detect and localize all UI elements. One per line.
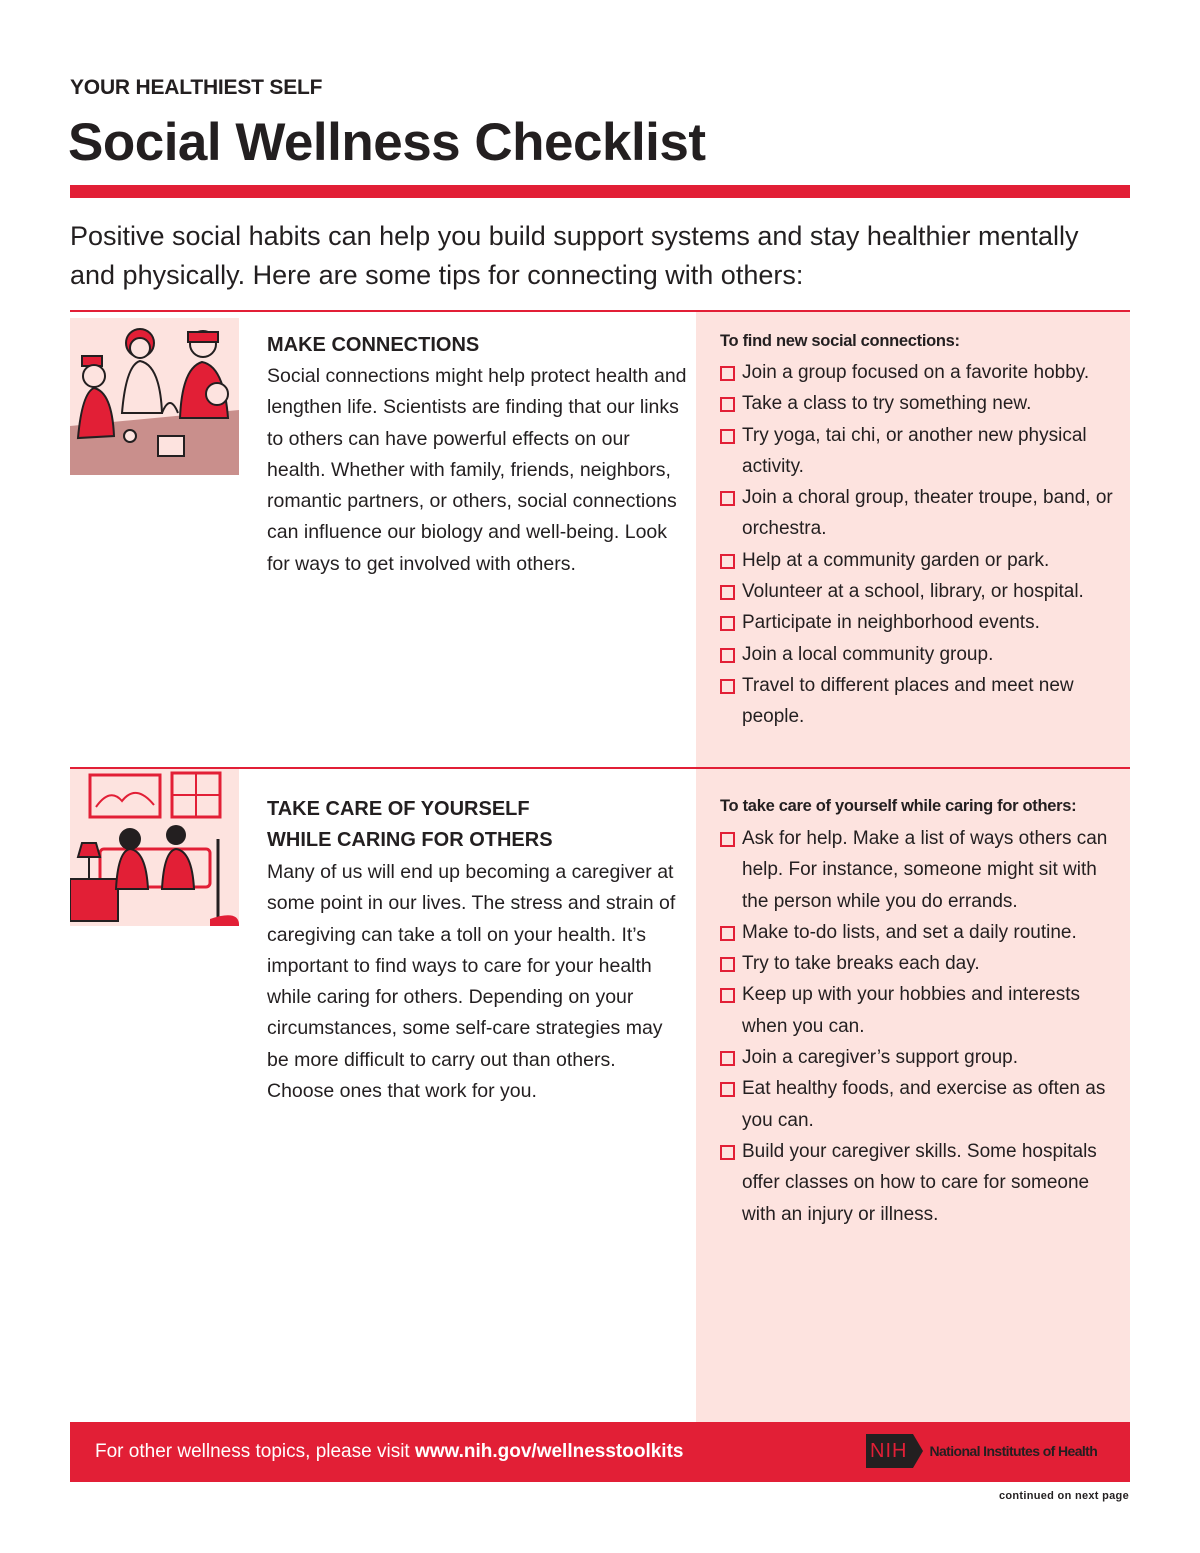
checklist bbox=[720, 357, 1120, 733]
checkbox-icon[interactable] bbox=[720, 585, 735, 600]
section-body: Many of us will end up becoming a caregiver at some point in our lives. The stress and strain of caregiving can take a toll on your health. It’s important to find ways to care for your health while caring for others. Depending on your circumstances, some self-care strategies may be more difficult to carry out than others. Choose ones that work for you. bbox=[267, 861, 676, 1103]
nih-logo-name: National Institutes of Health bbox=[929, 1443, 1098, 1459]
checkbox-icon[interactable] bbox=[720, 1145, 735, 1160]
section-body: Social connections might help protect health and lengthen life. Scientists are finding that our links to others can have powerful effects on our health. Whether with family, friends, neighbors, romantic partners, or others, social connections can influence our biology and well-being. Look for ways to get involved with others. bbox=[267, 365, 687, 575]
nih-logo-arrow bbox=[913, 1434, 923, 1468]
checkbox-icon[interactable] bbox=[720, 366, 735, 381]
checkbox-icon[interactable] bbox=[720, 679, 735, 694]
checklist-item[interactable]: Travel to different places and meet new people. bbox=[720, 670, 1120, 733]
page-title: Social Wellness Checklist bbox=[68, 113, 706, 172]
checklist-item[interactable]: Try yoga, tai chi, or another new physical activity. bbox=[720, 420, 1120, 483]
checklist-item[interactable]: Try to take breaks each day. bbox=[720, 948, 1120, 979]
checklist-item[interactable]: Join a local community group. bbox=[720, 639, 1120, 670]
checklist bbox=[720, 823, 1120, 1230]
checklist-item[interactable]: Eat healthy foods, and exercise as often as you can. bbox=[720, 1073, 1120, 1136]
checkbox-icon[interactable] bbox=[720, 491, 735, 506]
footer-bar bbox=[70, 1422, 1130, 1482]
checklist-item[interactable]: Volunteer at a school, library, or hospital. bbox=[720, 576, 1120, 607]
checklist-item[interactable]: Join a group focused on a favorite hobby. bbox=[720, 357, 1120, 388]
checklist-item[interactable]: Join a caregiver’s support group. bbox=[720, 1042, 1120, 1073]
continued-note: continued on next page bbox=[998, 1490, 1129, 1502]
checklist-item[interactable]: Make to-do lists, and set a daily routine. bbox=[720, 917, 1120, 948]
section-heading: MAKE CONNECTIONS bbox=[267, 334, 480, 356]
title-divider bbox=[70, 185, 1130, 198]
nih-logo-abbr: NIH bbox=[866, 1434, 913, 1468]
checklist-heading: To take care of yourself while caring for others: bbox=[720, 797, 1077, 815]
people-socializing-illustration bbox=[70, 318, 239, 475]
caregiver-living-room-illustration bbox=[70, 769, 239, 926]
intro-paragraph: Positive social habits can help you build support systems and stay healthier mentally and physically. Here are some tips for connecting with others: bbox=[70, 221, 1079, 290]
checklist-item[interactable]: Build your caregiver skills. Some hospitals offer classes on how to care for someone with an injury or illness. bbox=[720, 1136, 1120, 1230]
footer-text: For other wellness topics, please visit www.nih.gov/wellnesstoolkits bbox=[95, 1441, 684, 1462]
nih-logo-icon[interactable] bbox=[866, 1434, 1097, 1468]
wellness-toolkits-link[interactable]: www.nih.gov/wellnesstoolkits bbox=[414, 1441, 684, 1462]
checklist-item[interactable]: Ask for help. Make a list of ways others can help. For instance, someone might sit with the person while you do errands. bbox=[720, 823, 1120, 917]
section-heading: TAKE CARE OF YOURSELF WHILE CARING FOR OTHERS bbox=[267, 798, 553, 851]
checklist-item[interactable]: Help at a community garden or park. bbox=[720, 545, 1120, 576]
checkbox-icon[interactable] bbox=[720, 397, 735, 412]
checkbox-icon[interactable] bbox=[720, 648, 735, 663]
checklist-heading: To find new social connections: bbox=[720, 332, 960, 350]
checkbox-icon[interactable] bbox=[720, 554, 735, 569]
checkbox-icon[interactable] bbox=[720, 926, 735, 941]
checkbox-icon[interactable] bbox=[720, 988, 735, 1003]
checkbox-icon[interactable] bbox=[720, 429, 735, 444]
checkbox-icon[interactable] bbox=[720, 957, 735, 972]
page-kicker: YOUR HEALTHIEST SELF bbox=[70, 76, 323, 99]
checkbox-icon[interactable] bbox=[720, 1082, 735, 1097]
checklist-item[interactable]: Join a choral group, theater troupe, band, or orchestra. bbox=[720, 482, 1120, 545]
checkbox-icon[interactable] bbox=[720, 1051, 735, 1066]
checklist-item[interactable]: Participate in neighborhood events. bbox=[720, 607, 1120, 638]
checkbox-icon[interactable] bbox=[720, 832, 735, 847]
checklist-item[interactable]: Keep up with your hobbies and interests when you can. bbox=[720, 979, 1120, 1042]
checkbox-icon[interactable] bbox=[720, 616, 735, 631]
checklist-item[interactable]: Take a class to try something new. bbox=[720, 388, 1120, 419]
